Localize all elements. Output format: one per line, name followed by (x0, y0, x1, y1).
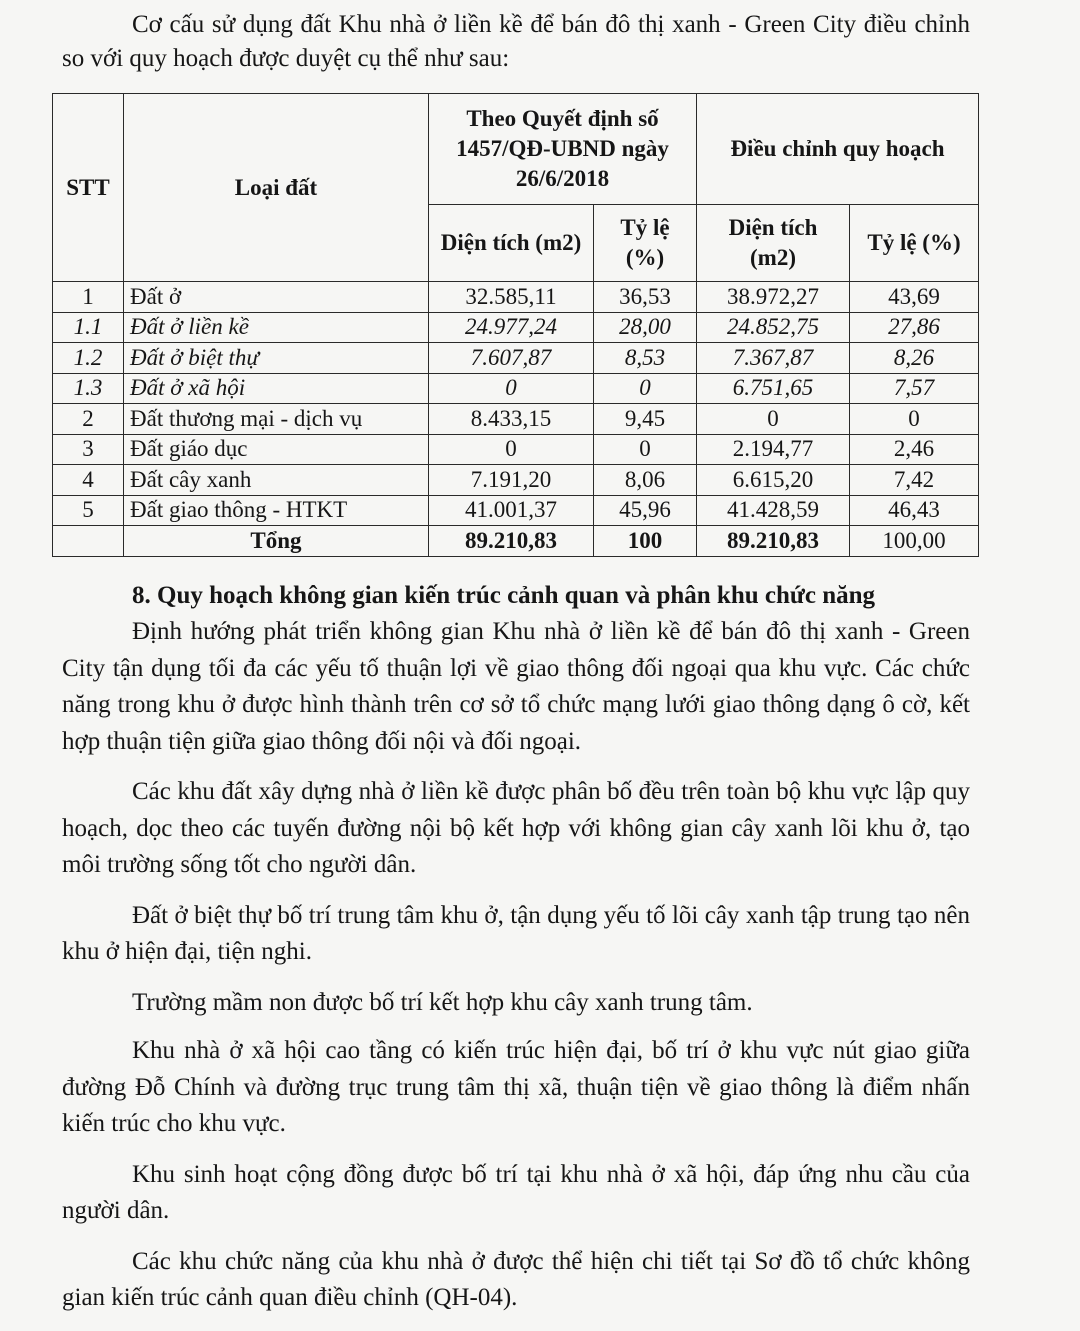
cell-area-decision: 41.001,37 (429, 495, 594, 526)
cell-stt: 2 (53, 404, 124, 435)
paragraph: Các khu đất xây dựng nhà ở liền kề được phân bố đều trên toàn bộ khu vực lập quy hoạch, dọc theo các tuyến đường nội bộ kết hợp với không gian cây xanh lõi khu ở, tạo môi trường sống tốt cho người dân. (62, 778, 970, 878)
table-total-row (53, 526, 979, 557)
table-row (53, 404, 979, 435)
cell-land-type: Đất thương mại - dịch vụ (124, 404, 429, 435)
cell-total-percent-decision: 100 (594, 526, 697, 557)
cell-area-adjusted: 6.615,20 (697, 465, 850, 496)
cell-percent-adjusted: 2,46 (850, 434, 979, 465)
cell-area-adjusted: 6.751,65 (697, 373, 850, 404)
header-percent-decision: Tỷ lệ (%) (594, 205, 697, 282)
cell-stt: 3 (53, 434, 124, 465)
cell-area-decision: 0 (429, 373, 594, 404)
cell-percent-adjusted: 7,57 (850, 373, 979, 404)
header-stt: STT (53, 94, 124, 282)
table-row (53, 343, 979, 374)
cell-land-type: Đất ở xã hội (124, 373, 429, 404)
cell-percent-decision: 9,45 (594, 404, 697, 435)
table-header-row (53, 94, 979, 205)
cell-land-type: Đất ở (124, 282, 429, 313)
section-8 (62, 574, 970, 1331)
cell-total-area-adjusted: 89.210,83 (697, 526, 850, 557)
cell-total-area-decision: 89.210,83 (429, 526, 594, 557)
cell-area-decision: 8.433,15 (429, 404, 594, 435)
cell-area-adjusted: 7.367,87 (697, 343, 850, 374)
cell-percent-adjusted: 46,43 (850, 495, 979, 526)
cell-percent-decision: 45,96 (594, 495, 697, 526)
paragraph: Đất ở biệt thự bố trí trung tâm khu ở, tận dụng yếu tố lõi cây xanh tập trung tạo nên khu ở hiện đại, tiện nghi. (62, 901, 970, 965)
cell-stt: 4 (53, 465, 124, 496)
cell-stt: 1.2 (53, 343, 124, 374)
table-row (53, 312, 979, 343)
intro-paragraph: Cơ cấu sử dụng đất Khu nhà ở liền kề để bán đô thị xanh - Green City điều chỉnh so với quy hoạch được duyệt cụ thể như sau: (62, 11, 970, 72)
cell-total-label: Tổng (124, 526, 429, 557)
section-heading: 8. Quy hoạch không gian kiến trúc cảnh quan và phân khu chức năng (132, 582, 876, 609)
cell-percent-decision: 8,06 (594, 465, 697, 496)
cell-land-type: Đất giao thông - HTKT (124, 495, 429, 526)
cell-area-decision: 32.585,11 (429, 282, 594, 313)
paragraph: Trường mầm non được bố trí kết hợp khu cây xanh trung tâm. (132, 988, 753, 1016)
cell-area-adjusted: 24.852,75 (697, 312, 850, 343)
cell-stt: 1 (53, 282, 124, 313)
cell-area-adjusted: 38.972,27 (697, 282, 850, 313)
header-area-decision: Diện tích (m2) (429, 205, 594, 282)
cell-percent-adjusted: 27,86 (850, 312, 979, 343)
header-adjustment: Điều chỉnh quy hoạch (697, 94, 979, 205)
paragraph: Khu sinh hoạt cộng đồng được bố trí tại khu nhà ở xã hội, đáp ứng nhu cầu của người dân. (62, 1160, 970, 1224)
cell-percent-decision: 36,53 (594, 282, 697, 313)
cell-percent-decision: 8,53 (594, 343, 697, 374)
cell-percent-decision: 0 (594, 373, 697, 404)
cell-percent-adjusted: 0 (850, 404, 979, 435)
header-land-type: Loại đất (124, 94, 429, 282)
cell-stt: 1.1 (53, 312, 124, 343)
cell-area-decision: 7.191,20 (429, 465, 594, 496)
cell-area-decision: 7.607,87 (429, 343, 594, 374)
table-row (53, 465, 979, 496)
cell-total-empty (53, 526, 124, 557)
cell-land-type: Đất cây xanh (124, 465, 429, 496)
table-row (53, 434, 979, 465)
table-row (53, 373, 979, 404)
cell-stt: 1.3 (53, 373, 124, 404)
cell-total-percent-adjusted: 100,00 (850, 526, 979, 557)
header-area-adjusted: Diện tích (m2) (697, 205, 850, 282)
table-row (53, 282, 979, 313)
header-percent-adjusted: Tỷ lệ (%) (850, 205, 979, 282)
cell-percent-adjusted: 8,26 (850, 343, 979, 374)
cell-area-decision: 0 (429, 434, 594, 465)
cell-percent-decision: 28,00 (594, 312, 697, 343)
paragraph: Định hướng phát triển không gian Khu nhà ở liền kề để bán đô thị xanh - Green City tận dụng tối đa các yếu tố thuận lợi về giao thông đối ngoại qua khu vực. Các chức năng trong khu ở được hình thành trên cơ sở tổ chức mạng lưới giao thông dạng ô cờ, kết hợp thuận tiện giữa giao thông đối nội và đối ngoại. (62, 618, 970, 755)
paragraph: Khu nhà ở xã hội cao tầng có kiến trúc hiện đại, bố trí ở khu vực nút giao giữa đường Đỗ Chính và đường trục trung tâm thị xã, thuận tiện về giao thông là điểm nhấn kiến trúc cho khu vực. (62, 1037, 970, 1137)
header-decision: Theo Quyết định số 1457/QĐ-UBND ngày 26/6/2018 (429, 94, 697, 205)
cell-area-adjusted: 0 (697, 404, 850, 435)
cell-area-adjusted: 41.428,59 (697, 495, 850, 526)
cell-percent-decision: 0 (594, 434, 697, 465)
table-row (53, 495, 979, 526)
cell-land-type: Đất giáo dục (124, 434, 429, 465)
cell-stt: 5 (53, 495, 124, 526)
cell-percent-adjusted: 43,69 (850, 282, 979, 313)
cell-area-decision: 24.977,24 (429, 312, 594, 343)
cell-land-type: Đất ở liền kề (124, 312, 429, 343)
cell-percent-adjusted: 7,42 (850, 465, 979, 496)
land-use-table (52, 93, 979, 557)
cell-area-adjusted: 2.194,77 (697, 434, 850, 465)
paragraph: Các khu chức năng của khu nhà ở được thể hiện chi tiết tại Sơ đồ tổ chức không gian kiến trúc cảnh quan điều chỉnh (QH-04). (62, 1247, 970, 1311)
cell-land-type: Đất ở biệt thự (124, 343, 429, 374)
